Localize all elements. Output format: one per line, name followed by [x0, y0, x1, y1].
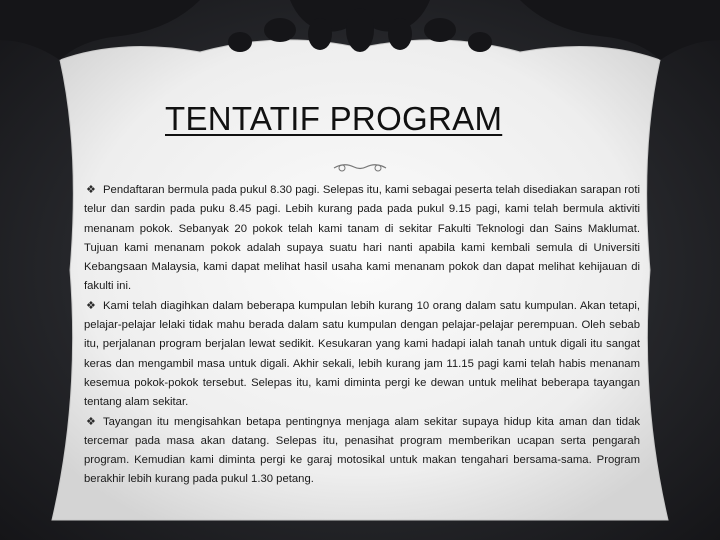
scroll-divider-icon [330, 160, 390, 174]
paragraph-text: Pendaftaran bermula pada pukul 8.30 pagi. Selepas itu, kami sebagai peserta telah disediakan sarapan roti telur dan sardin pada puku 8.45 pagi. Lebih kurang pada pada pukul 9.15 pagi, kami telah bermula aktiviti menanam pokok. Sebanyak 20 pokok telah kami tanam di sekitar Fakulti Teknologi dan Sains Maklumat. Tujuan kami menanam pokok adalah supaya suatu hari nanti apabila kami kembali semula di Universiti Kebangsaan Malaysia, kami dapat melihat hasil usaha kami menanam pokok dan dapat melihat kehijauan di fakulti ini. [84, 184, 640, 293]
paragraph-text: Tayangan itu mengisahkan betapa pentingnya menjaga alam sekitar supaya hidup kita aman dan tidak tercemar pada masa akan datang. Selepas itu, penasihat program memberikan ucapan serta pengarah program. Kemudian kami diminta pergi ke garaj motosikal untuk makan tengahari bersama-sama. Program berakhir lebih kurang pada pukul 1.30 petang. [84, 415, 640, 486]
paragraph-screening [84, 413, 640, 490]
paragraph-text: Kami telah diagihkan dalam beberapa kumpulan lebih kurang 10 orang dalam satu kumpulan. Akan tetapi, pelajar-pelajar lelaki tidak mahu berada dalam satu kumpulan dengan pelajar-pelajar perempuan. Oleh sebab itu, perjalanan program berjalan lewat sedikit. Kesukaran yang kami hadapi ialah tanah untuk digali itu sangat keras dan mengambil masa untuk digali. Akhir sekali, lebih kurang jam 11.15 pagi kami telah habis menanam kesemua pokok-pokok tersebut. Selepas itu, kami diminta pergi ke dewan untuk melihat beberapa tayangan tentang alam sekitar. [84, 299, 640, 409]
paragraph-registration [84, 181, 640, 297]
slide-title: TENTATIF PROGRAM [165, 100, 503, 137]
paragraph-groups [84, 297, 640, 413]
diamond-bullet-icon: ❖ [86, 184, 96, 196]
diamond-bullet-icon: ❖ [86, 299, 96, 312]
diamond-bullet-icon: ❖ [86, 415, 96, 428]
body-text [84, 181, 640, 490]
